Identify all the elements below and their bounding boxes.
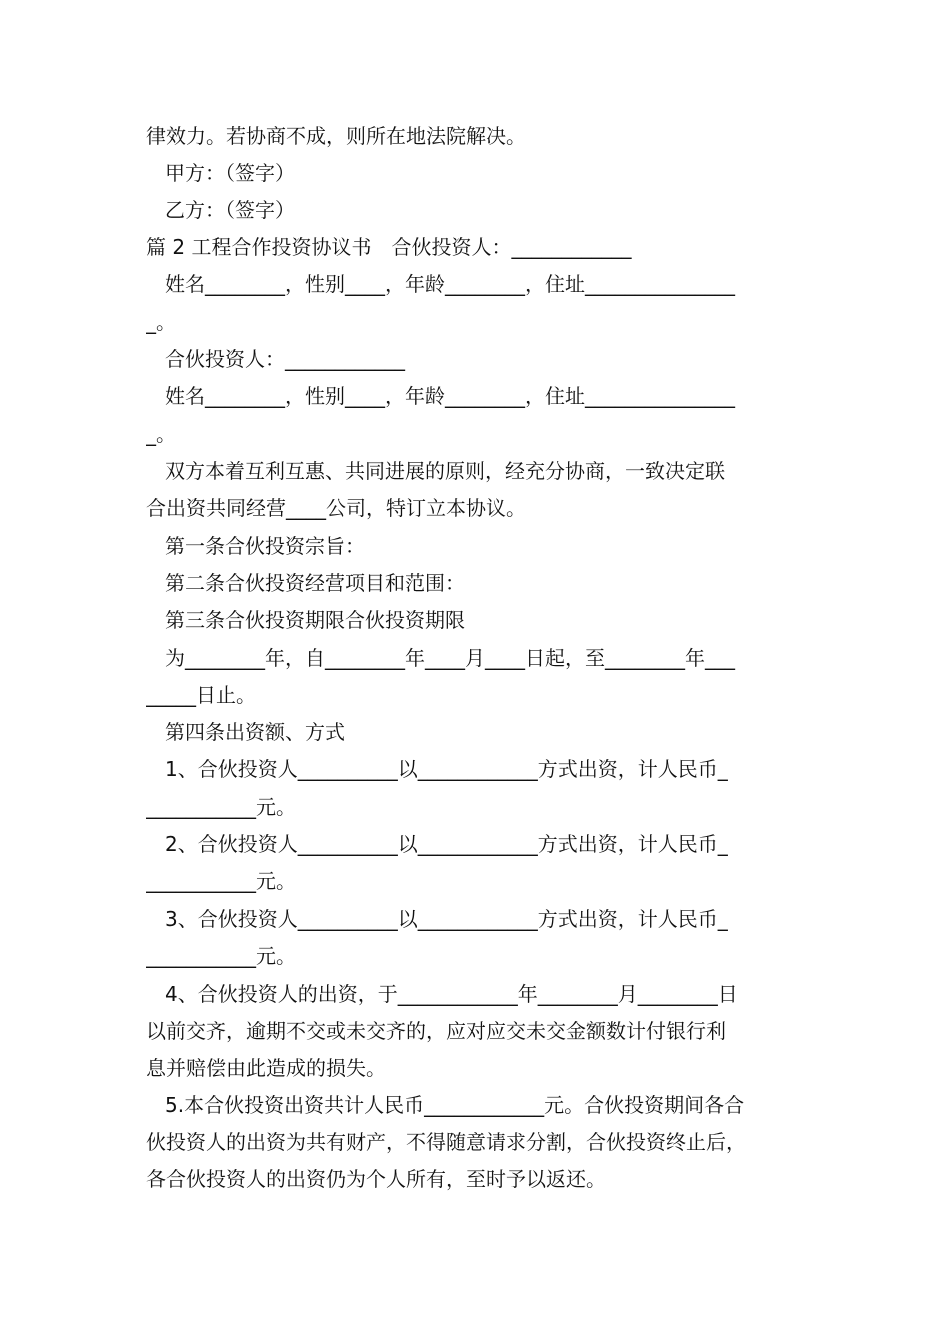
article-1: 第一条合伙投资宗旨：: [165, 534, 365, 558]
contribution-4-line-3: 息并赔偿由此造成的损失。: [146, 1056, 386, 1080]
investor-1-details: 姓名________，性别____，年龄________，住址_______________: [165, 272, 735, 296]
total-capital-line-2: 伙投资人的出资为共有财产，不得随意请求分割，合伙投资终止后，: [146, 1130, 746, 1154]
party-b-signature: 乙方：（签字）: [165, 198, 295, 222]
party-a-signature: 甲方：（签字）: [165, 161, 295, 185]
article-3: 第三条合伙投资期限合伙投资期限: [165, 608, 465, 632]
contribution-1-cont: ___________元。: [146, 795, 296, 819]
contribution-2: 2、合伙投资人__________以____________方式出资，计人民币_: [165, 832, 728, 856]
text-line-1: 律效力。若协商不成，则所在地法院解决。: [146, 124, 526, 148]
preamble-line-1: 双方本着互利互惠、共同进展的原则，经充分协商，一致决定联: [165, 459, 725, 483]
investor-2-label: 合伙投资人：____________: [165, 347, 405, 371]
term-line-2: _____日止。: [146, 683, 256, 707]
contribution-3-cont: ___________元。: [146, 944, 296, 968]
contribution-2-cont: ___________元。: [146, 869, 296, 893]
term-line-1: 为________年，自________年____月____日起，至________年___: [165, 646, 735, 670]
contribution-1: 1、合伙投资人__________以____________方式出资，计人民币_: [165, 757, 728, 781]
preamble-line-2: 合出资共同经营____公司，特订立本协议。: [146, 496, 526, 520]
investor-1-details-cont: _。: [146, 310, 176, 334]
article-4: 第四条出资额、方式: [165, 720, 345, 744]
total-capital-line-3: 各合伙投资人的出资仍为个人所有，至时予以返还。: [146, 1167, 606, 1191]
investor-2-details: 姓名________，性别____，年龄________，住址_______________: [165, 384, 735, 408]
total-capital-line-1: 5.本合伙投资出资共计人民币____________元。合伙投资期间各合: [165, 1093, 745, 1117]
investor-2-details-cont: _。: [146, 422, 176, 446]
contribution-4-line-2: 以前交齐，逾期不交或未交齐的，应对应交未交金额数计付银行利: [146, 1019, 726, 1043]
article-2: 第二条合伙投资经营项目和范围：: [165, 571, 465, 595]
section-title: 篇 2 工程合作投资协议书 合伙投资人：____________: [146, 235, 632, 259]
contribution-4-line-1: 4、合伙投资人的出资，于____________年________月________日: [165, 982, 738, 1006]
contribution-3: 3、合伙投资人__________以____________方式出资，计人民币_: [165, 907, 728, 931]
